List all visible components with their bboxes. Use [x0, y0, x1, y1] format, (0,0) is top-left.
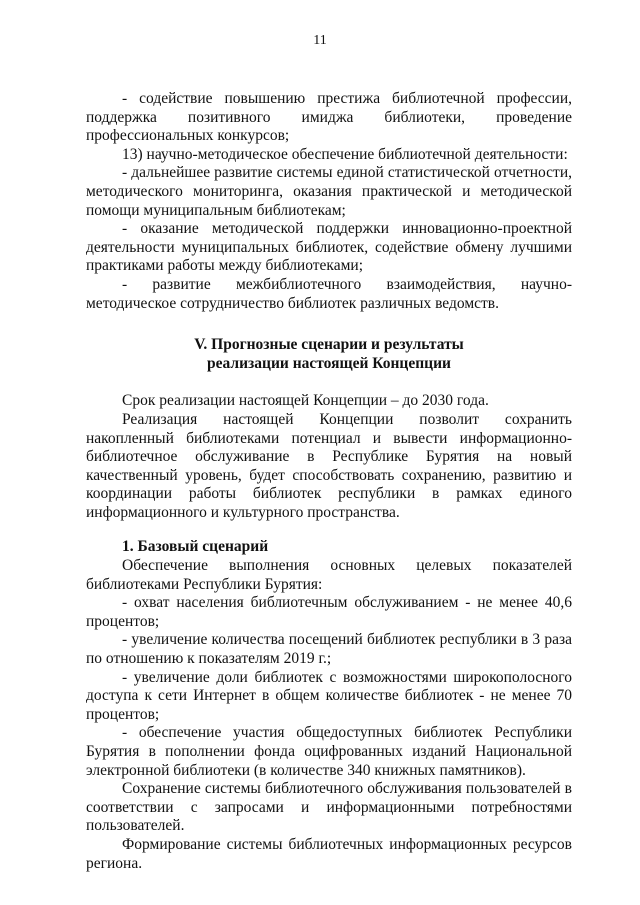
paragraph: Формирование системы библиотечных информационных ресурсов региона.	[86, 835, 572, 872]
paragraph: Обеспечение выполнения основных целевых показателей библиотеками Республики Бурятия:	[86, 557, 572, 593]
paragraph: - оказание методической поддержки инновационно-проектной деятельности муниципальных библиотек, содействие обмену лучшими практиками работы между библиотеками;	[86, 220, 572, 275]
paragraph: - обеспечение участия общедоступных библиотек Республики Бурятия в пополнении фонда оцифрованных изданий Национальной электронной библиотеки (в количестве 340 книжных памятников).	[86, 724, 572, 779]
page-content	[86, 90, 572, 873]
section-heading-line: V. Прогнозные сценарии и результаты	[194, 336, 464, 354]
paragraph: Сохранение системы библиотечного обслуживания пользователей в соответствии с запросами и информационными потребностями пользователей.	[86, 780, 572, 835]
section-heading	[86, 336, 572, 373]
paragraph: 13) научно-методическое обеспечение библиотечной деятельности:	[122, 145, 568, 163]
paragraph: - увеличение количества посещений библиотек республики в 3 раза по отношению к показателям 2019 г.;	[86, 631, 572, 668]
paragraph: - развитие межбиблиотечного взаимодействия, научно-методическое сотрудничество библиотек различных ведомств.	[86, 275, 572, 312]
subsection-heading: 1. Базовый сценарий	[122, 538, 269, 556]
paragraph: - охват населения библиотечным обслуживанием - не менее 40,6 процентов;	[86, 594, 572, 630]
paragraph: - дальнейшее развитие системы единой статистической отчетности, методического мониторинга, оказания практической и методической помощи муниципальным библиотекам;	[86, 164, 572, 219]
page-number: 11	[313, 33, 327, 48]
paragraph: - увеличение доли библиотек с возможностями широкополосного доступа к сети Интернет в общем количестве библиотек - не менее 70 процентов;	[86, 668, 572, 723]
paragraph: Срок реализации настоящей Концепции – до 2030 года.	[122, 392, 489, 410]
section-heading-line: реализации настоящей Концепции	[207, 354, 451, 372]
paragraph: - содействие повышению престижа библиотечной профессии, поддержка позитивного имиджа библиотеки, проведение профессиональных конкурсов;	[86, 90, 572, 145]
paragraph: Реализация настоящей Концепции позволит сохранить накопленный библиотеками потенциал и вывести информационно-библиотечное обслуживание в Республике Бурятия на новый качественный уровень, будет способствовать сохранению, развитию и координации работы библиотек республики в рамках единого информационного и культурного пространства.	[86, 410, 572, 521]
